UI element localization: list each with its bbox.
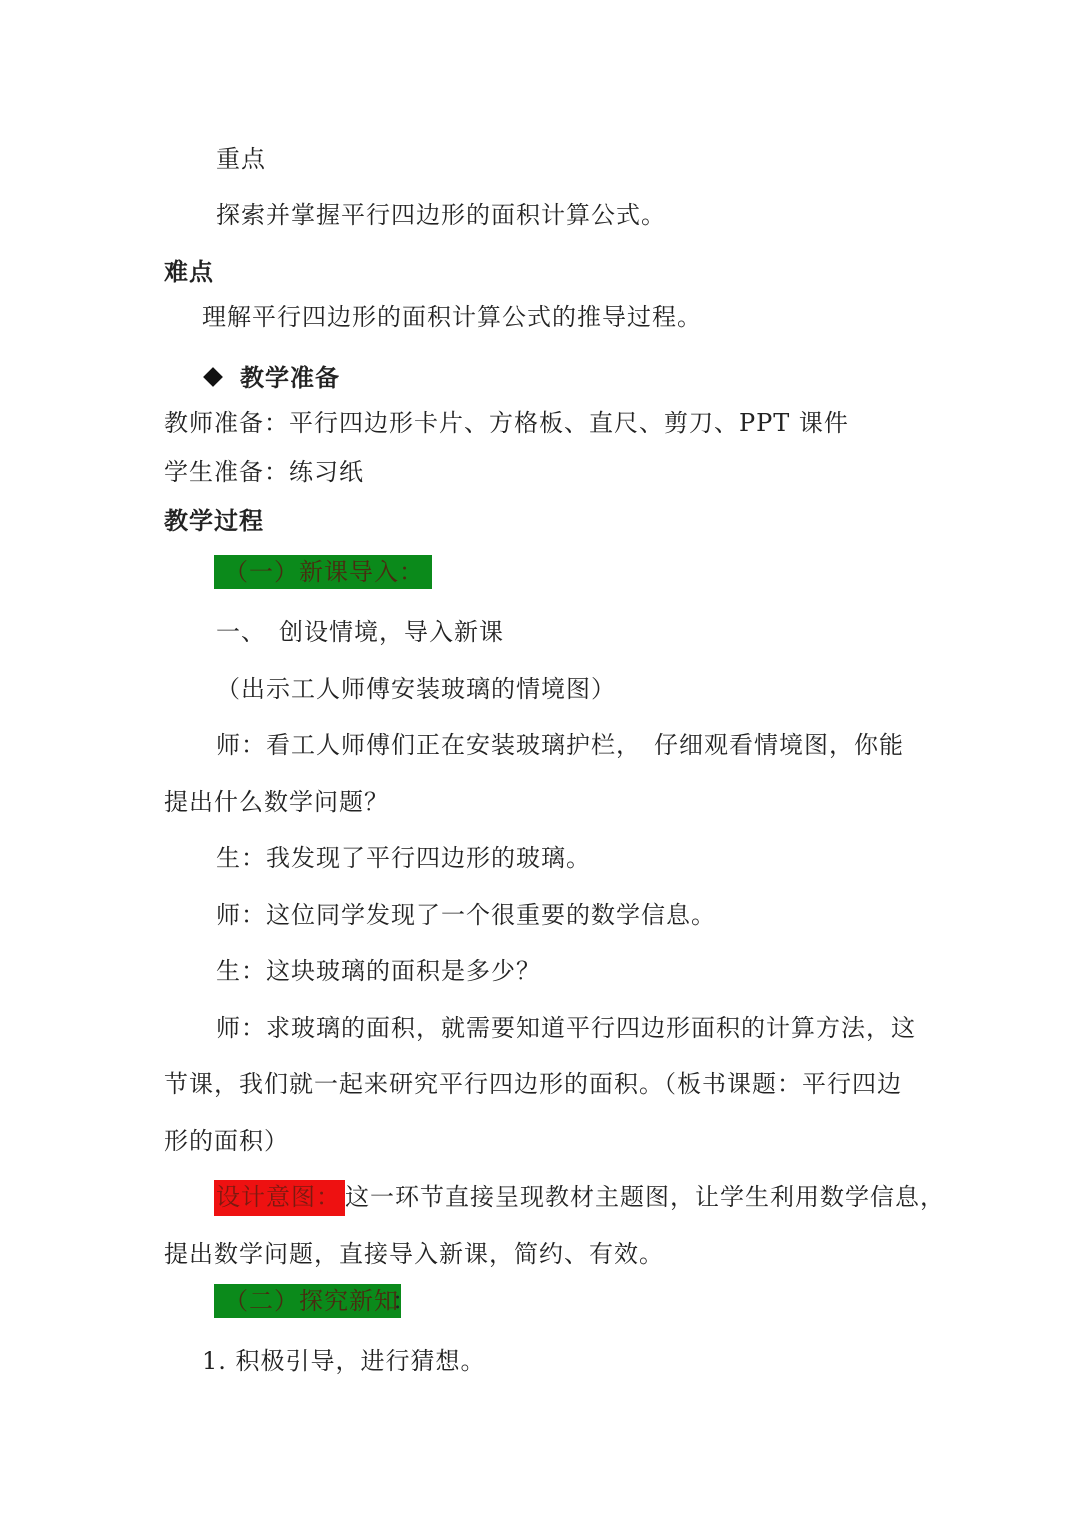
dialogue-line-2: 提出什么数学问题？ bbox=[164, 788, 389, 816]
show-note: （出示工人师傅安装玻璃的情境图） bbox=[216, 675, 616, 703]
teacher-prep: 教师准备：平行四边形卡片、方格板、直尺、剪刀、PPT 课件 bbox=[164, 409, 849, 437]
diamond-bullet-icon bbox=[203, 367, 223, 387]
design-intent-line-1 bbox=[214, 1181, 945, 1213]
dialogue-line-8: 形的面积） bbox=[164, 1127, 289, 1155]
design-intent-label: 设计意图： bbox=[214, 1180, 345, 1216]
dialogue-line-5: 生：这块玻璃的面积是多少？ bbox=[216, 957, 541, 985]
dialogue-line-1: 师：看工人师傅们正在安装玻璃护栏， 仔细观看情境图，你能 bbox=[216, 731, 904, 759]
dialogue-line-6: 师：求玻璃的面积，就需要知道平行四边形面积的计算方法，这 bbox=[216, 1014, 916, 1042]
prep-heading-row bbox=[206, 362, 340, 394]
part1-tag: （一）新课导入： bbox=[214, 555, 432, 589]
design-intent-text-1: 这一环节直接呈现教材主题图，让学生利用数学信息， bbox=[345, 1183, 945, 1211]
difficulty-heading: 难点 bbox=[164, 257, 214, 286]
dialogue-line-7: 节课，我们就一起来研究平行四边形的面积。（板书课题：平行四边 bbox=[164, 1070, 902, 1098]
part2-tag-colon: ： bbox=[392, 1287, 417, 1315]
step-title: 一、 创设情境，导入新课 bbox=[216, 618, 504, 646]
dialogue-line-4: 师：这位同学发现了一个很重要的数学信息。 bbox=[216, 901, 716, 929]
dialogue-line-3: 生：我发现了平行四边形的玻璃。 bbox=[216, 844, 591, 872]
design-intent-line-2: 提出数学问题，直接导入新课，简约、有效。 bbox=[164, 1240, 664, 1268]
step1-text: 1. 积极引导，进行猜想。 bbox=[202, 1347, 486, 1375]
key-point-heading: 重点 bbox=[216, 145, 266, 173]
key-point-text: 探索并掌握平行四边形的面积计算公式。 bbox=[216, 201, 666, 229]
process-heading: 教学过程 bbox=[164, 506, 264, 535]
part2-tag: （二）探究新知 bbox=[214, 1284, 401, 1318]
student-prep: 学生准备：练习纸 bbox=[164, 458, 364, 486]
difficulty-text: 理解平行四边形的面积计算公式的推导过程。 bbox=[202, 303, 702, 331]
prep-heading: 教学准备 bbox=[240, 363, 340, 392]
